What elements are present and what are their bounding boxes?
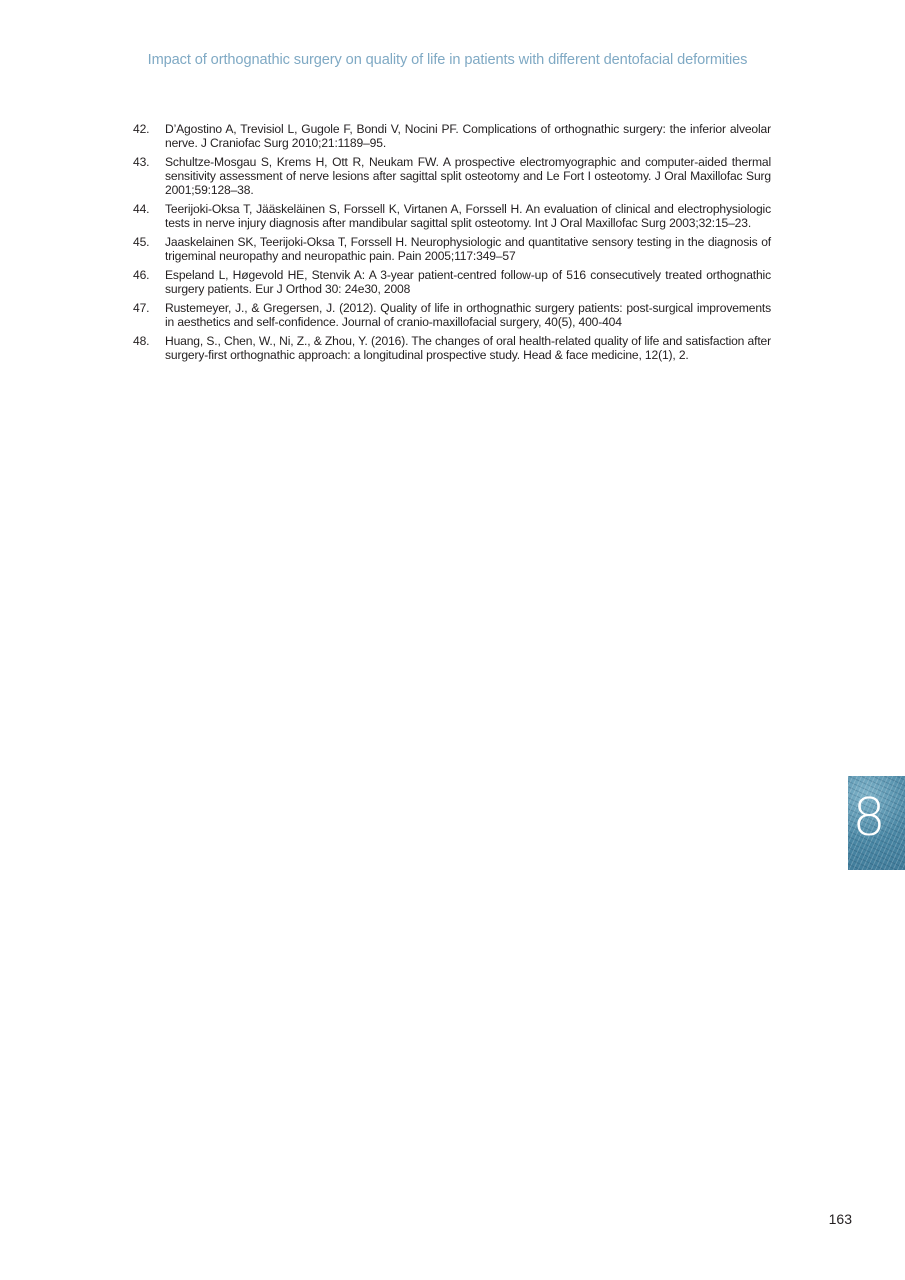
reference-number: 46. [133,268,150,282]
reference-item [133,202,771,230]
reference-number: 45. [133,235,150,249]
reference-item [133,268,771,296]
reference-item [133,301,771,329]
reference-list [133,122,771,367]
chapter-tab [848,776,905,870]
reference-number: 43. [133,155,150,169]
running-header: Impact of orthognathic surgery on quality of life in patients with different dentofacial deformities [147,52,748,68]
reference-text: Teerijoki-Oksa T, Jääskeläinen S, Forssell K, Virtanen A, Forssell H. An evaluation of clinical and electrophysiologic tests in nerve injury diagnosis after mandibular sagittal split osteotomy. Int J Oral Maxillofac Surg 2003;32:15–23. [165,202,771,230]
reference-number: 48. [133,334,150,348]
reference-text: Espeland L, Høgevold HE, Stenvik A: A 3-year patient-centred follow-up of 516 consecutively treated orthognathic surgery patients. Eur J Orthod 30: 24e30, 2008 [165,268,771,296]
reference-text: Schultze-Mosgau S, Krems H, Ott R, Neukam FW. A prospective electromyographic and computer-aided thermal sensitivity assessment of nerve lesions after sagittal split osteotomy and Le Fort I osteotomy. J Oral Maxillofac Surg 2001;59:128–38. [165,155,771,197]
reference-item [133,334,771,362]
reference-text: Jaaskelainen SK, Teerijoki-Oksa T, Forssell H. Neurophysiologic and quantitative sensory testing in the diagnosis of trigeminal neuropathy and neuropathic pain. Pain 2005;117:349–57 [165,235,771,263]
chapter-number: 8 [852,788,886,848]
reference-item [133,235,771,263]
reference-text: D’Agostino A, Trevisiol L, Gugole F, Bondi V, Nocini PF. Complications of orthognathic surgery: the inferior alveolar nerve. J Craniofac Surg 2010;21:1189–95. [165,122,771,150]
reference-number: 47. [133,301,150,315]
reference-text: Rustemeyer, J., & Gregersen, J. (2012). Quality of life in orthognathic surgery patients: post-surgical improvements in aesthetics and self-confidence. Journal of cranio-maxillofacial surgery, 40(5), 400-404 [165,301,771,329]
reference-item [133,155,771,197]
page-number: 163 [828,1211,852,1227]
reference-number: 42. [133,122,150,136]
reference-text: Huang, S., Chen, W., Ni, Z., & Zhou, Y. (2016). The changes of oral health-related quality of life and satisfaction after surgery-first orthognathic approach: a longitudinal prospective study. Head & face medicine, 12(1), 2. [165,334,771,362]
reference-number: 44. [133,202,150,216]
reference-item [133,122,771,150]
